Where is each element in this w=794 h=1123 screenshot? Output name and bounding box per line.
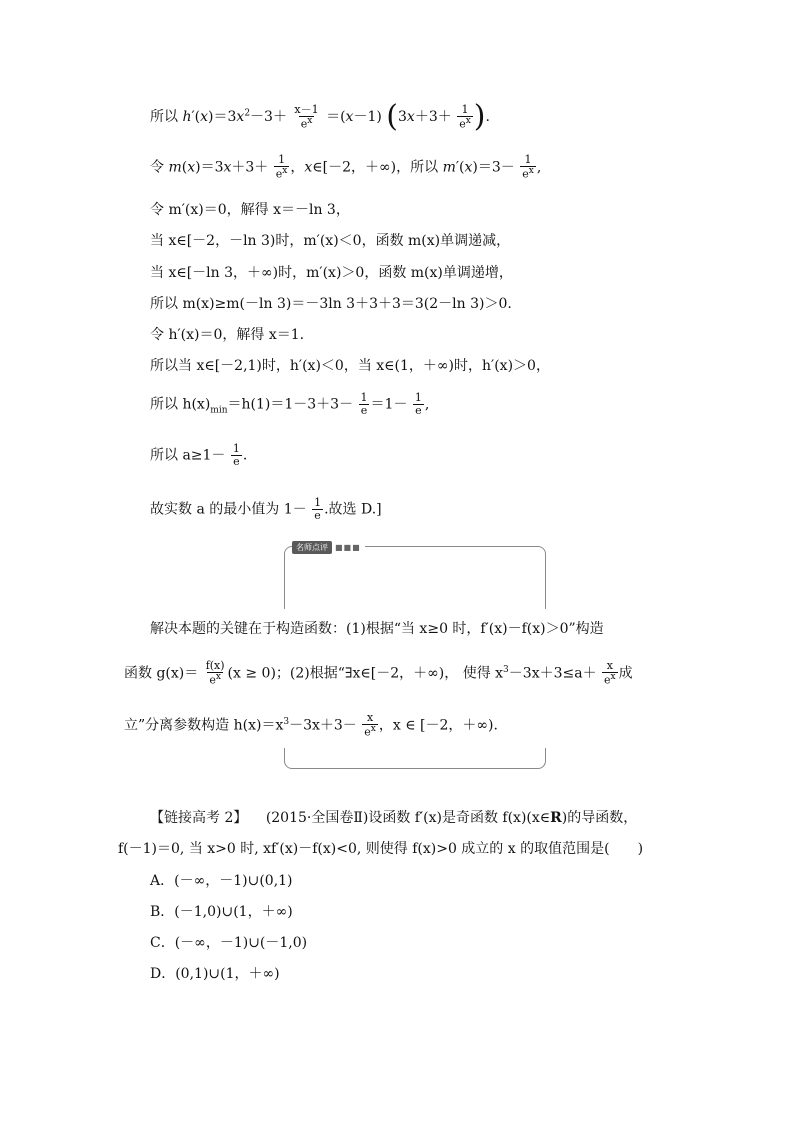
text: x bbox=[345, 109, 354, 125]
solution-line-3: 令 m′(x)＝0，解得 x＝－ln 3， bbox=[150, 202, 350, 218]
text: 所以 bbox=[150, 109, 178, 125]
fraction: $\frac{x-1}{e^x}$ bbox=[294, 102, 319, 131]
text: －3＋ bbox=[250, 109, 287, 125]
fraction: $\frac{1}{e}$ bbox=[414, 391, 422, 418]
solution-line-5: 当 x∈[－ln 3，＋∞)时，m′(x)＞0，函数 m(x)单调递增， bbox=[150, 265, 513, 281]
remark-badge bbox=[292, 541, 365, 553]
text: h bbox=[182, 109, 192, 125]
text: －1) bbox=[353, 109, 382, 125]
solution-line-10: 所以 a≥1－ $\frac{1}{e}$ . bbox=[150, 442, 248, 469]
solution-line-11: 故实数 a 的最小值为 1－ $\frac{1}{e}$ .故选 D.] bbox=[150, 496, 382, 523]
option-a[interactable]: A．(－∞，－1)∪(0,1) bbox=[150, 873, 293, 889]
fraction: $\frac{f(x)}{e^x}$ bbox=[205, 659, 225, 687]
paren: ) bbox=[473, 99, 486, 134]
text: )＝3 bbox=[208, 109, 237, 125]
solution-line-6: 所以 m(x)≥m(－ln 3)＝－3ln 3＋3＋3＝3(2－ln 3)＞0. bbox=[150, 296, 512, 312]
remark-line-3: 立”分离参数构造 $h(x)=x^3-3x+3-$ $\frac{x}{e^x}$ ，x ∈ [－2，＋∞). bbox=[124, 711, 498, 739]
solution-line-8: 所以当 x∈[－2,1)时，h′(x)＜0，当 x∈(1，＋∞)时，h′(x)＞0， bbox=[150, 358, 550, 374]
problem-label: 【链接高考 2】 bbox=[150, 810, 248, 826]
remark-line-1: 解决本题的关键在于构造函数：(1)根据“当 x≥0 时，f′(x)－f(x)＞0”构造 bbox=[150, 621, 604, 637]
text: x bbox=[236, 109, 245, 125]
fraction: $\frac{1}{e^x}$ bbox=[275, 153, 288, 181]
solution-line-7: 令 h′(x)＝0，解得 x＝1. bbox=[150, 327, 305, 343]
fraction: $\frac{x}{e^x}$ bbox=[364, 711, 376, 739]
option-d[interactable]: D．(0,1)∪(1，＋∞) bbox=[150, 966, 280, 982]
problem-stem-line-2: f(－1)＝0, 当 x>0 时, xf′(x)－f(x)<0, 则使得 f(x)>0 成立的 x 的取值范围是( ) bbox=[118, 841, 644, 857]
fraction: $\frac{1}{e^x}$ bbox=[522, 153, 534, 181]
remark-box-bottom-frame bbox=[284, 748, 546, 769]
text: ＝( bbox=[326, 109, 346, 125]
remark-line-2: 函数 g(x)＝ $\frac{f(x)}{e^x}$ (x ≥ 0)；(2)根据“∃x∈[－2，＋∞)， 使得 $x^3-3x+3\le a+$ $\frac{x}{e^x}$ 成 bbox=[124, 659, 633, 687]
option-b[interactable]: B．(－1,0)∪(1，＋∞) bbox=[150, 904, 293, 920]
paren: ( bbox=[386, 99, 398, 134]
remark-tag: 名师点评 bbox=[292, 541, 332, 554]
remark-box-top-frame bbox=[284, 546, 546, 609]
problem-stem-line-1: 【链接高考 2】 (2015·全国卷Ⅱ)设函数 f′(x)是奇函数 f(x)(x∈R)的导函数， bbox=[150, 810, 638, 826]
fraction: $\frac{1}{e}$ bbox=[232, 442, 240, 469]
solution-line-4: 当 x∈[－2，－ln 3)时，m′(x)＜0，函数 m(x)单调递减， bbox=[150, 233, 511, 249]
fraction: $\frac{1}{e}$ bbox=[314, 496, 322, 523]
solution-line-2: 令 m(x)＝3x＋3＋ $\frac{1}{e^x}$ ，x∈[－2，＋∞)，所以 m′(x)＝3－ $\frac{1}{e^x}$ , bbox=[150, 153, 542, 181]
fraction: $\frac{x}{e^x}$ bbox=[604, 659, 616, 687]
solution-line-9: 所以 $h(x)_{min}=h(1)=1-3+3-$ $\frac{1}{e}$ ＝1－ $\frac{1}{e}$ , bbox=[150, 391, 430, 418]
dots-icon: ■■■ bbox=[335, 542, 361, 552]
text: ′( bbox=[191, 109, 201, 125]
fraction: $\frac{1}{e^x}$ bbox=[459, 102, 471, 131]
solution-line-1: 所以 $h'(x)=3x^2-3+$ $\frac{x-1}{e^x}$ ＝(x－1) (3x＋3＋ $\frac{1}{e^x}$ ). bbox=[150, 99, 490, 134]
fraction: $\frac{1}{e}$ bbox=[360, 391, 368, 418]
option-c[interactable]: C．(－∞，－1)∪(－1,0) bbox=[150, 935, 308, 951]
text: x bbox=[200, 109, 209, 125]
text: 2 bbox=[244, 108, 251, 119]
